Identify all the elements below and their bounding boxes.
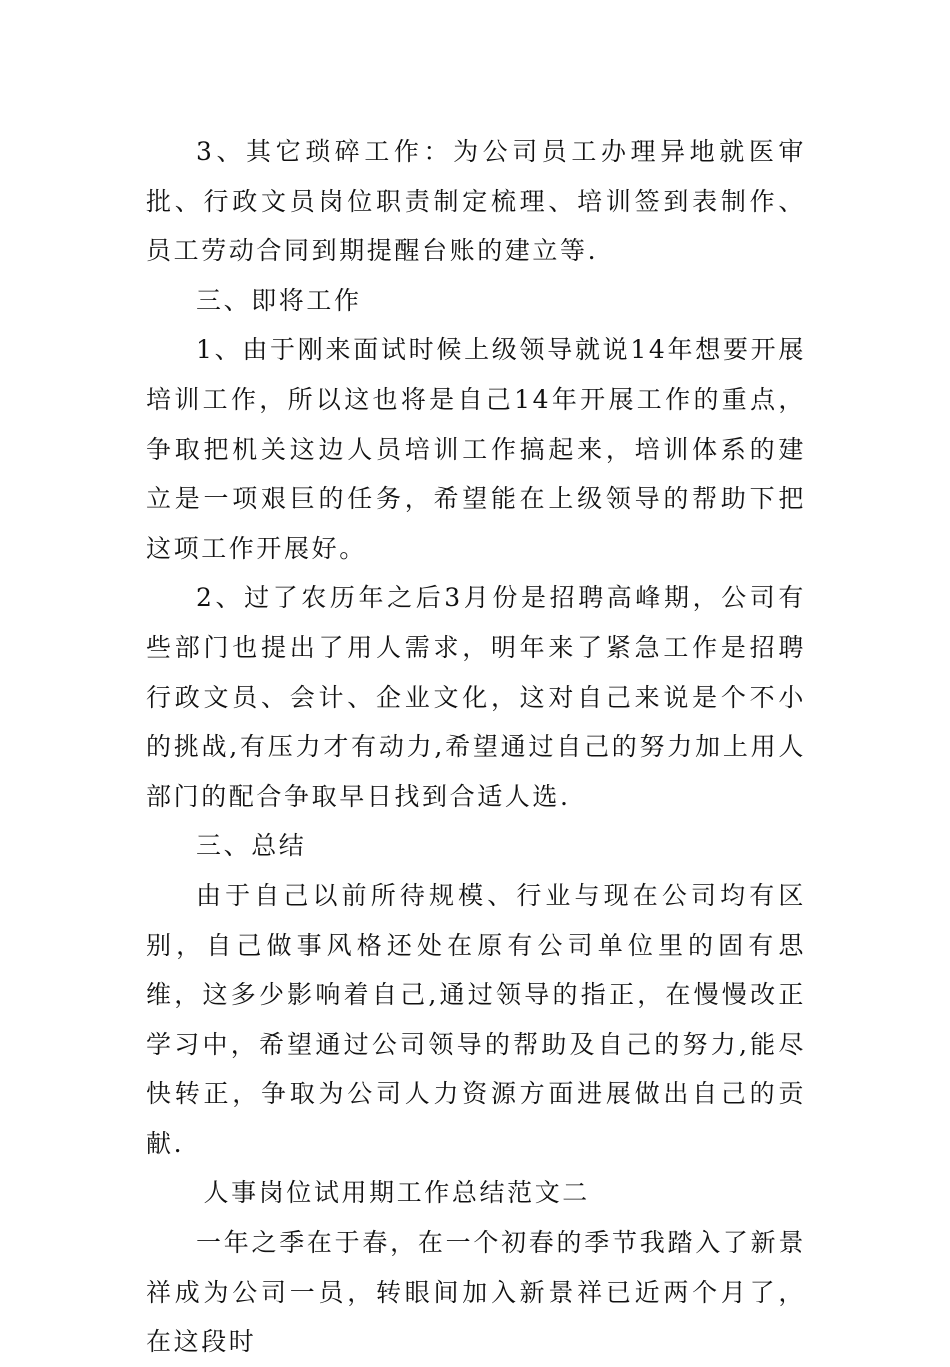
heading-summary: 三、总结 xyxy=(196,831,307,861)
paragraph-misc-work: 3、其它琐碎工作：为公司员工办理异地就医审批、行政文员岗位职责制定梳理、培训签到表制作、员工劳动合同到期提醒台账的建立等. xyxy=(146,137,806,266)
heading-upcoming-work: 三、即将工作 xyxy=(196,285,362,315)
section-title-sample-two: 人事岗位试用期工作总结范文二 xyxy=(203,1178,590,1208)
document-body xyxy=(146,127,806,1367)
paragraph-sample-two-intro: 一年之季在于春，在一个初春的季节我踏入了新景祥成为公司一员，转眼间加入新景祥已近两个月了，在这段时 xyxy=(146,1228,806,1357)
paragraph-training-plan: 1、由于刚来面试时候上级领导就说14年想要开展培训工作，所以这也将是自己14年开展工作的重点，争取把机关这边人员培训工作搞起来，培训体系的建立是一项艰巨的任务，希望能在上级领导的帮助下把这项工作开展好。 xyxy=(146,335,806,563)
paragraph-recruitment-plan: 2、过了农历年之后3月份是招聘高峰期，公司有些部门也提出了用人需求，明年来了紧急工作是招聘行政文员、会计、企业文化，这对自己来说是个不小的挑战,有压力才有动力,希望通过自己的努力加上用人部门的配合争取早日找到合适人选. xyxy=(146,583,806,811)
paragraph-summary: 由于自己以前所待规模、行业与现在公司均有区别，自己做事风格还处在原有公司单位里的固有思维，这多少影响着自己,通过领导的指正，在慢慢改正学习中，希望通过公司领导的帮助及自己的努力,能尽快转正，争取为公司人力资源方面进展做出自己的贡献. xyxy=(146,880,806,1158)
